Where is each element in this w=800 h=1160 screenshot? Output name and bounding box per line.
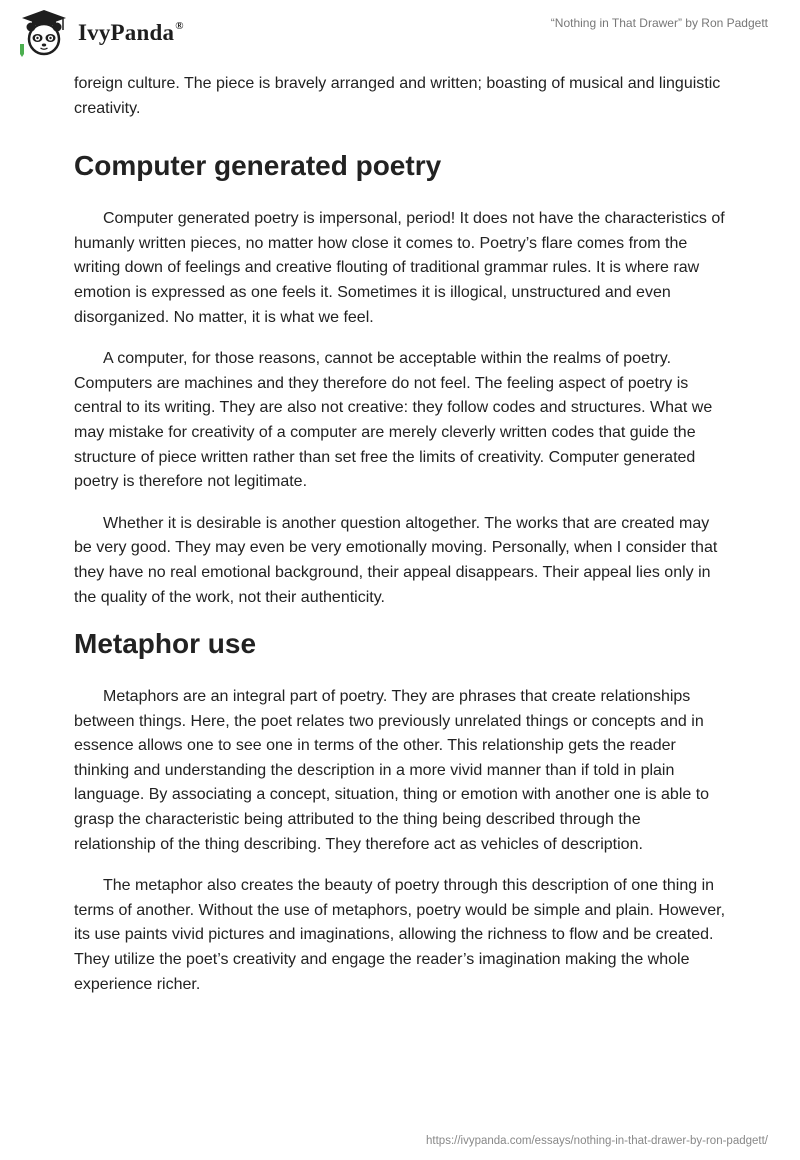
section-heading-metaphor-use: Metaphor use	[74, 628, 257, 660]
paragraph: The metaphor also creates the beauty of poetry through this description of one thing in terms of another. Without the use of metaphors, poetry would be simple and plain. However, its use paints vivid pictures and imaginations, allowing the richness to flow and be created. They utilize the poet’s creativity and engage the reader’s imagination making the whole experience richer.	[74, 877, 726, 993]
document-title: “Nothing in That Drawer” by Ron Padgett	[550, 16, 768, 30]
paragraph: Whether it is desirable is another question altogether. The works that are created may be very good. They may even be very emotionally moving. Personally, when I consider that they have no real emotional background, their appeal disappears. Their appeal lies only in the quality of the work, not their authenticity.	[74, 514, 718, 606]
page-header	[0, 0, 800, 70]
panda-graduate-icon[interactable]	[14, 8, 74, 58]
essay-content	[74, 72, 726, 1014]
brand-name[interactable]: IvyPanda®	[78, 20, 184, 45]
paragraph: Metaphors are an integral part of poetry. They are phrases that create relationships between things. Here, the poet relates two previously unrelated things or concepts and in essence allows one to see one in terms of the other. This relationship gets the reader thinking and understanding the description in a more vivid manner than if told in plain language. By associating a concept, situation, thing or emotion with another one is able to grasp the characteristic being attributed to the thing being described through the relationship of the thing describing. They therefore act as vehicles of description.	[74, 688, 710, 853]
paragraph: Computer generated poetry is impersonal, period! It does not have the characteristics of humanly written pieces, no matter how close it comes to. Poetry’s flare comes from the writing down of feelings and creative flouting of traditional grammar rules. It is where raw emotion is expressed as one feels it. Sometimes it is illogical, unstructured and even disorganized. No matter, it is what we feel.	[74, 210, 725, 326]
paragraph: A computer, for those reasons, cannot be acceptable within the realms of poetry. Computers are machines and they therefore do not feel. The feeling aspect of poetry is central to its writing. They are also not creative: they follow codes and structures. What we may mistake for creativity of a computer are merely cleverly written codes that guide the structure of piece written rather than set free the limits of creativity. Computer generated poetry is therefore not legitimate.	[74, 350, 713, 491]
intro-paragraph: foreign culture. The piece is bravely arranged and written; boasting of musical and linguistic creativity.	[74, 75, 721, 117]
source-url[interactable]: https://ivypanda.com/essays/nothing-in-that-drawer-by-ron-padgett/	[426, 1135, 768, 1147]
section-heading-computer-poetry: Computer generated poetry	[74, 150, 442, 182]
